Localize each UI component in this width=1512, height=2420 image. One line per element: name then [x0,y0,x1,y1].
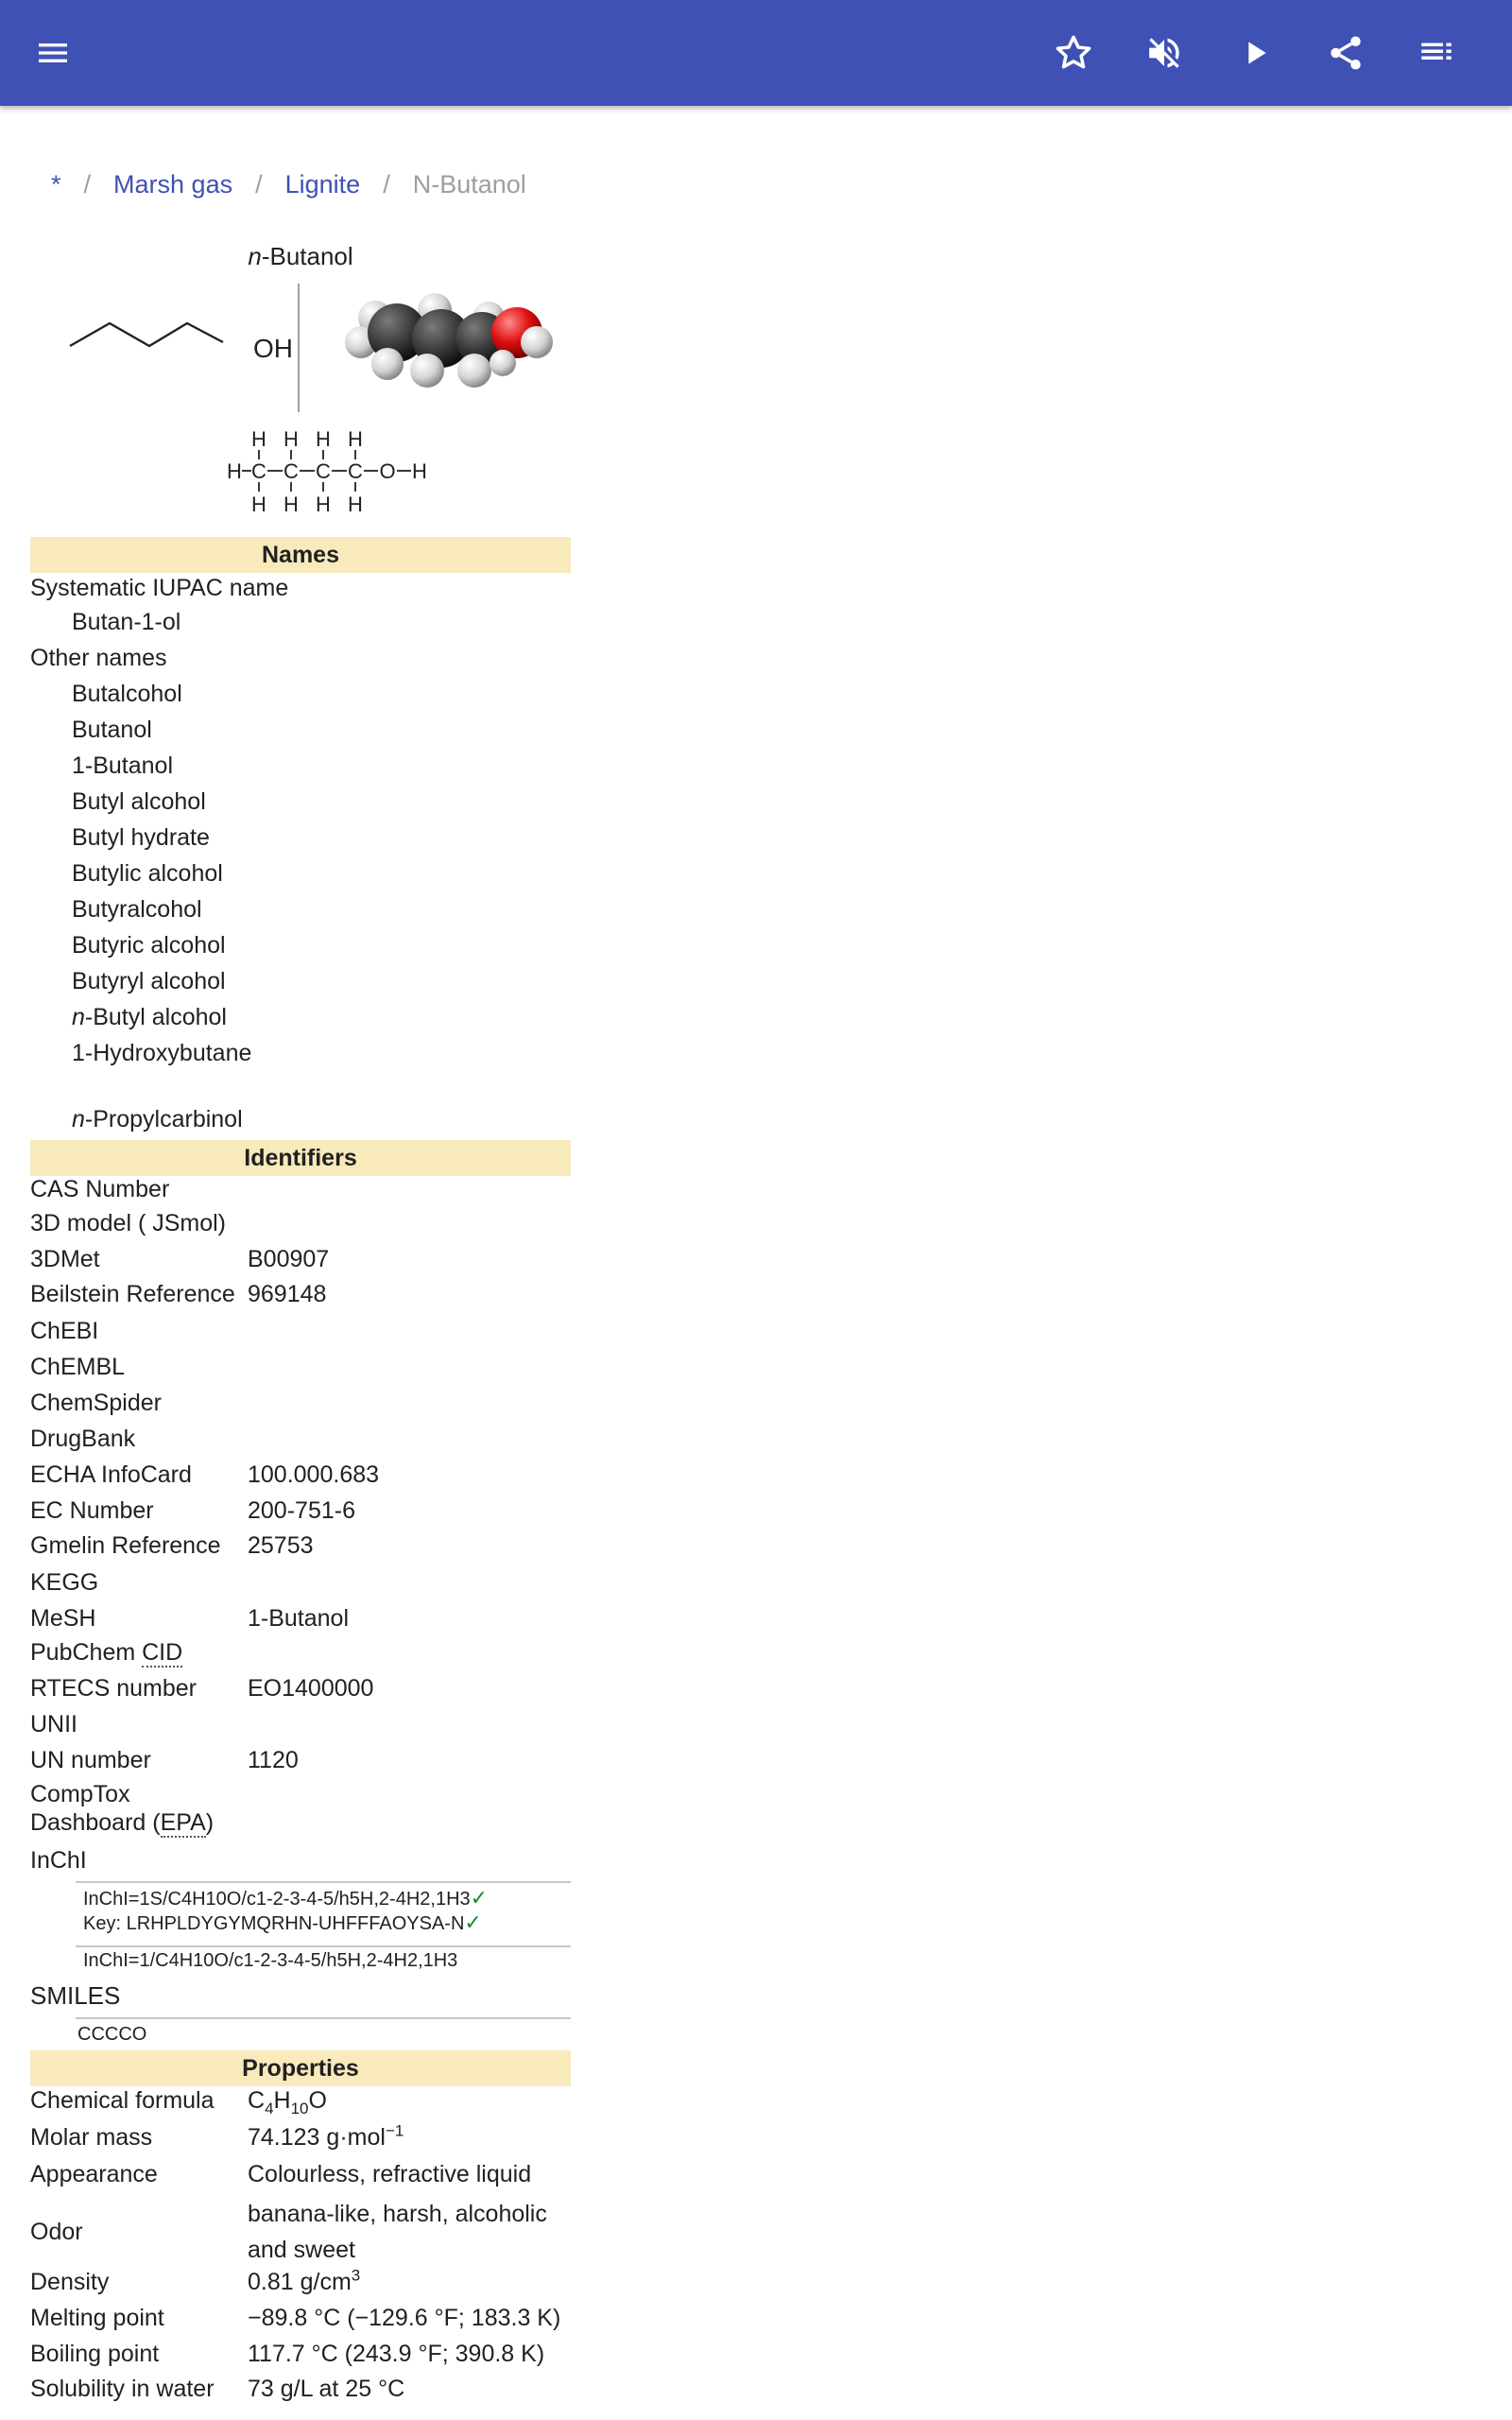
play-icon [1236,34,1274,72]
svg-text:H: H [348,427,363,451]
ec-number-value: 200-751-6 [248,1497,355,1524]
other-name-item: Butyl alcohol [72,788,206,815]
unii-link[interactable]: UNII [30,1711,77,1737]
solubility-value: 73 g/L at 25 °C [248,2376,405,2402]
section-header-identifiers: Identifiers [30,1140,571,1176]
iupac-name-value: Butan-1-ol [72,609,181,635]
formula-value: $C_4H_{10}O$ [248,2087,327,2118]
other-names-label: Other names [30,645,167,671]
breadcrumb-item-marsh-gas[interactable]: Marsh gas [113,170,233,199]
other-name-item: Butyl hydrate [72,824,210,851]
chebi-link[interactable]: ChEBI [30,1318,99,1344]
menu-icon [34,34,72,72]
app-bar [0,0,1512,106]
chembl-link[interactable]: ChEMBL [30,1354,126,1380]
mute-icon [1144,33,1184,73]
breadcrumb-item-lignite[interactable]: Lignite [284,170,361,199]
cas-number-link[interactable]: CAS Number [30,1176,170,1202]
svg-text:H: H [251,427,266,451]
play-button[interactable] [1225,23,1285,83]
appearance-value: Colourless, refractive liquid [248,2161,532,2187]
share-button[interactable] [1315,23,1376,83]
svg-text:C: C [316,459,331,483]
pubchem-link[interactable]: PubChem CID [30,1639,183,1666]
bookmark-button[interactable] [1043,23,1104,83]
star-icon [1054,33,1093,73]
playlist-icon [1417,33,1456,73]
inchi-key: Key: LRHPLDYGYMQRHN-UHFFFAOYSA-N✓ [83,1910,482,1934]
svg-text:H: H [412,459,427,483]
odor-value: banana-like, harsh, alcoholic and sweet [248,2201,547,2263]
other-name-item: n-Butyl alcohol [72,1004,227,1030]
breadcrumb-current: N-Butanol [412,170,526,199]
share-icon [1326,33,1366,73]
svg-text:H: H [227,459,242,483]
breadcrumb-separator: / [255,170,263,199]
smiles-label: SMILES [30,1981,121,2010]
melting-point-value: −89.8 °C (−129.6 °F; 183.3 K) [248,2305,561,2331]
infobox-caption: n-Butanol [248,242,353,270]
comptox-link[interactable]: CompTox Dashboard (EPA) [30,1781,215,1836]
svg-text:H: H [348,493,363,516]
svg-text:H: H [284,427,299,451]
skeletal-formula-image [66,301,302,367]
3dmet-value: B00907 [248,1246,330,1272]
smiles-box [76,2017,571,2021]
svg-text:C: C [348,459,363,483]
breadcrumb-separator: / [383,170,390,199]
rtecs-value: EO1400000 [248,1675,374,1702]
drugbank-link[interactable]: DrugBank [30,1426,136,1452]
molar-mass-value: 74.123 g·mol$^{-1}$ [248,2121,404,2151]
svg-text:H: H [316,427,331,451]
structural-formula-image [191,424,446,518]
svg-text:H: H [284,493,299,516]
iupac-name-label: Systematic IUPAC name [30,575,289,601]
breadcrumb-separator: / [83,170,92,199]
other-name-item: 1-Hydroxybutane [72,1040,252,1066]
chemspider-link[interactable]: ChemSpider [30,1390,162,1416]
verified-check-icon: ✓ [464,1910,482,1934]
svg-text:H: H [251,493,266,516]
other-name-item: Butylic alcohol [72,860,223,887]
other-name-item: Butanol [72,717,152,743]
beilstein-value: 969148 [248,1281,327,1307]
breadcrumb [51,170,526,199]
skeletal-label: OH [253,334,293,363]
svg-text:O: O [379,459,396,483]
other-name-item: Butalcohol [72,681,182,707]
section-header-names: Names [30,537,571,573]
un-number-value: 1120 [248,1747,299,1773]
boiling-point-value: 117.7 °C (243.9 °F; 390.8 K) [248,2341,545,2367]
gmelin-value: 25753 [248,1532,314,1559]
breadcrumb-home[interactable]: * [51,170,61,199]
other-name-item: n-Propylcarbinol [72,1106,243,1132]
smiles-value: CCCCO [77,2024,147,2045]
other-name-item: Butyralcohol [72,896,202,923]
inchi-v1: InChI=1/C4H10O/c1-2-3-4-5/h5H,2-4H2,1H3 [83,1950,458,1971]
svg-text:H: H [316,493,331,516]
section-header-properties: Properties [30,2050,571,2086]
other-name-item: Butyryl alcohol [72,968,226,994]
svg-text:C: C [251,459,266,483]
verified-check-icon: ✓ [470,1886,489,1910]
svg-text:C: C [284,459,299,483]
space-filling-model-image [333,284,578,406]
kegg-link[interactable]: KEGG [30,1569,99,1596]
3d-model-link[interactable]: 3D model ( JSmol) [30,1210,226,1236]
mute-button[interactable] [1134,23,1194,83]
image-divider [298,284,300,412]
inchi-label: InChI [30,1847,87,1874]
menu-button[interactable] [23,23,83,83]
other-name-item: 1-Butanol [72,752,174,779]
echa-value[interactable]: 100.000.683 [248,1461,380,1488]
other-name-item: Butyric alcohol [72,932,226,959]
mesh-value[interactable]: 1-Butanol [248,1605,350,1632]
density-value: 0.81 $g/cm^3$ [248,2266,361,2295]
playlist-button[interactable] [1406,23,1467,83]
inchi-standard: InChI=1S/C4H10O/c1-2-3-4-5/h5H,2-4H2,1H3✓ [83,1886,489,1910]
